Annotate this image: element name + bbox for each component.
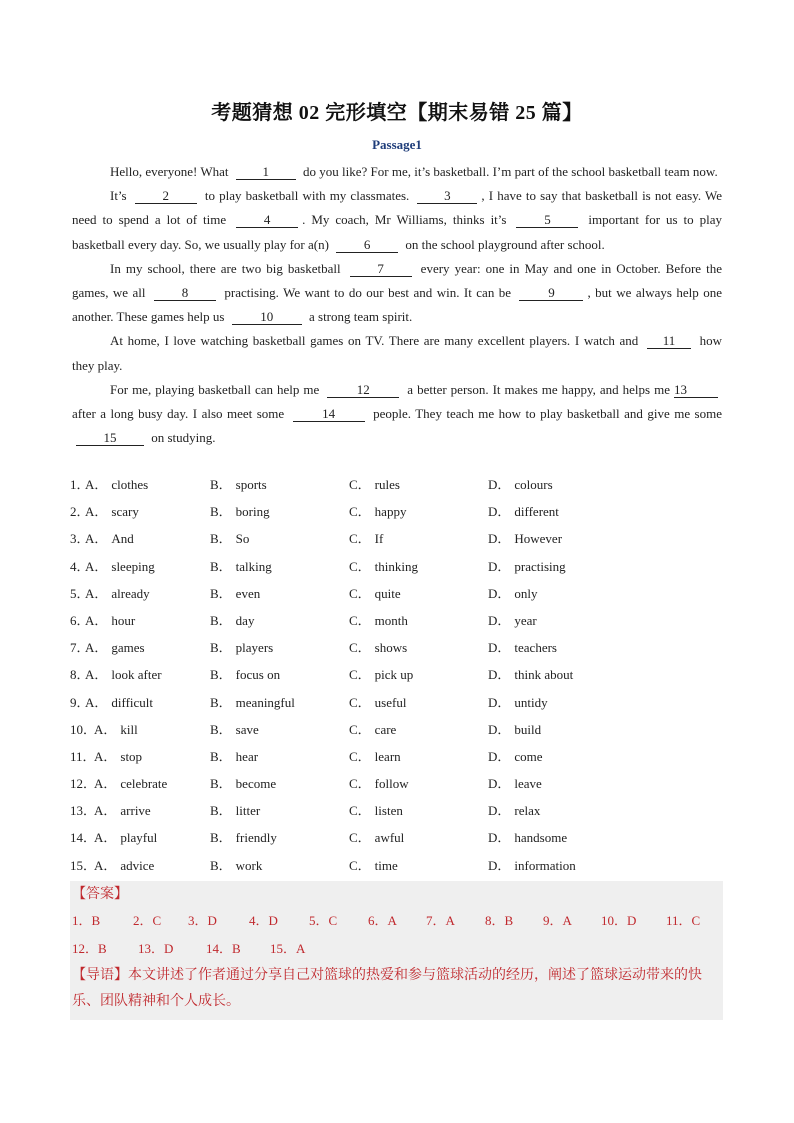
option-letter: B． bbox=[210, 830, 232, 846]
option-text: rules bbox=[374, 477, 400, 492]
option-text: kill bbox=[120, 721, 138, 737]
option-text: colours bbox=[514, 477, 553, 492]
option-d bbox=[488, 692, 548, 714]
option-text: look after bbox=[111, 667, 162, 683]
option-text: already bbox=[111, 585, 150, 601]
question-row bbox=[70, 610, 730, 637]
question-number: 3． bbox=[70, 531, 90, 547]
option-c bbox=[349, 692, 406, 714]
paragraph bbox=[72, 378, 722, 451]
page-title: 考题猜想 02 完形填空【期末易错 25 篇】 bbox=[211, 102, 583, 124]
option-c bbox=[349, 637, 407, 659]
question-number: 8． bbox=[70, 667, 90, 683]
answer-item: 8．B bbox=[485, 913, 514, 928]
option-text: pick up bbox=[374, 667, 414, 683]
option-text: So bbox=[235, 531, 250, 547]
option-letter: D． bbox=[488, 694, 511, 710]
option-b bbox=[210, 773, 276, 795]
option-a bbox=[85, 556, 155, 578]
option-letter: B． bbox=[210, 640, 232, 656]
option-text: work bbox=[235, 857, 263, 873]
paragraph-text: a better person. It makes me happy, and helps me bbox=[403, 381, 674, 397]
option-letter: C． bbox=[349, 612, 371, 628]
option-text: boring bbox=[235, 504, 270, 520]
question-number: 1． bbox=[70, 477, 90, 492]
option-d bbox=[488, 800, 540, 822]
option-text: even bbox=[235, 585, 261, 601]
paragraph-text: , I have to say that basketball is not easy. We need to spend a lot of time bbox=[72, 188, 723, 228]
option-letter: D． bbox=[488, 721, 511, 737]
option-d bbox=[488, 501, 559, 523]
option-a bbox=[94, 746, 142, 768]
paragraph-text: on the school playground after school. bbox=[402, 236, 605, 252]
answer-item: 2．C bbox=[133, 913, 162, 928]
question-row bbox=[70, 692, 730, 719]
option-text: build bbox=[514, 721, 542, 737]
option-letter: B． bbox=[210, 558, 232, 574]
option-b bbox=[210, 664, 280, 686]
option-letter: B． bbox=[210, 612, 232, 628]
blank-8: 8 bbox=[154, 285, 216, 301]
question-row bbox=[70, 773, 730, 800]
option-text: information bbox=[514, 857, 576, 873]
question-row bbox=[70, 855, 730, 882]
option-d bbox=[488, 773, 542, 795]
option-letter: D． bbox=[488, 558, 511, 574]
option-text: awful bbox=[374, 830, 405, 846]
option-b bbox=[210, 719, 259, 741]
blank-3: 3 bbox=[417, 188, 477, 204]
option-letter: C． bbox=[349, 803, 371, 819]
answer-item: 6．A bbox=[368, 913, 397, 928]
option-letter: A． bbox=[94, 857, 117, 873]
option-b bbox=[210, 583, 260, 605]
option-a bbox=[85, 637, 145, 659]
option-d bbox=[488, 855, 576, 877]
question-row bbox=[70, 474, 730, 501]
option-d bbox=[488, 827, 567, 849]
answer-item: 14．B bbox=[206, 941, 241, 956]
option-letter: A． bbox=[85, 667, 108, 683]
option-text: If bbox=[374, 531, 384, 547]
answer-heading: 【答案】 bbox=[72, 886, 128, 902]
paragraph-text: , but we always help one another. These games help us bbox=[72, 285, 722, 325]
paragraph-text: At home, I love watching basketball games on TV. There are many excellent players. I watch and bbox=[110, 333, 643, 349]
option-a bbox=[94, 719, 138, 741]
question-number: 5． bbox=[70, 585, 90, 601]
answer-item: 12．B bbox=[72, 941, 107, 956]
option-d bbox=[488, 637, 557, 659]
option-b bbox=[210, 528, 249, 550]
option-text: And bbox=[111, 531, 134, 547]
option-a bbox=[85, 583, 150, 605]
option-text: focus on bbox=[235, 667, 281, 683]
option-letter: C． bbox=[349, 640, 371, 656]
option-text: handsome bbox=[514, 830, 568, 846]
option-letter: C． bbox=[349, 776, 371, 792]
option-c bbox=[349, 719, 396, 741]
option-letter: B． bbox=[210, 477, 232, 492]
option-a bbox=[85, 528, 134, 550]
option-text: hear bbox=[235, 748, 259, 764]
option-text: follow bbox=[374, 776, 409, 792]
option-letter: D． bbox=[488, 667, 511, 683]
option-letter: B． bbox=[210, 748, 232, 764]
option-letter: A． bbox=[85, 558, 108, 574]
option-letter: D． bbox=[488, 504, 511, 520]
blank-13: 13 bbox=[674, 382, 718, 398]
question-row bbox=[70, 800, 730, 827]
question-number: 4． bbox=[70, 558, 90, 574]
option-c bbox=[349, 501, 406, 523]
option-text: day bbox=[235, 612, 255, 628]
option-letter: A． bbox=[85, 531, 108, 547]
option-text: talking bbox=[235, 558, 272, 574]
question-number: 10． bbox=[70, 721, 97, 737]
question-number: 2． bbox=[70, 504, 90, 520]
option-text: stop bbox=[120, 748, 143, 764]
paragraph-text: people. They teach me how to play basketball and give me some bbox=[368, 406, 722, 422]
question-row bbox=[70, 583, 730, 610]
option-letter: D． bbox=[488, 776, 511, 792]
option-c bbox=[349, 556, 418, 578]
option-letter: D． bbox=[488, 857, 511, 873]
option-b bbox=[210, 556, 272, 578]
blank-15: 15 bbox=[76, 430, 144, 446]
option-a bbox=[94, 773, 167, 795]
option-letter: C． bbox=[349, 694, 371, 710]
blank-7: 7 bbox=[350, 261, 412, 277]
option-letter: A． bbox=[85, 612, 108, 628]
option-text: learn bbox=[374, 748, 401, 764]
option-letter: B． bbox=[210, 803, 232, 819]
option-letter: A． bbox=[94, 721, 117, 737]
option-a bbox=[85, 610, 135, 632]
option-text: shows bbox=[374, 640, 408, 656]
option-letter: B． bbox=[210, 776, 232, 792]
answer-box bbox=[70, 881, 723, 1020]
question-row bbox=[70, 528, 730, 555]
option-letter: A． bbox=[85, 477, 108, 492]
question-row bbox=[70, 827, 730, 854]
option-letter: A． bbox=[94, 776, 117, 792]
blank-5: 5 bbox=[516, 212, 578, 228]
question-number: 12． bbox=[70, 776, 97, 792]
option-b bbox=[210, 692, 295, 714]
option-text: come bbox=[514, 748, 543, 764]
option-letter: A． bbox=[94, 830, 117, 846]
option-b bbox=[210, 746, 258, 768]
option-b bbox=[210, 474, 267, 496]
option-d bbox=[488, 664, 573, 686]
option-text: practising bbox=[514, 558, 566, 574]
option-text: think about bbox=[514, 667, 574, 683]
paragraph-text: a strong team spirit. bbox=[305, 309, 413, 325]
option-text: happy bbox=[374, 504, 407, 520]
option-text: save bbox=[235, 721, 259, 737]
option-letter: B． bbox=[210, 667, 232, 683]
answer-item: 7．A bbox=[426, 913, 455, 928]
option-letter: B． bbox=[210, 857, 232, 873]
option-text: hour bbox=[111, 612, 136, 628]
question-number: 15． bbox=[70, 857, 97, 873]
option-a bbox=[94, 827, 157, 849]
option-b bbox=[210, 800, 260, 822]
option-d bbox=[488, 528, 562, 550]
option-d bbox=[488, 719, 541, 741]
option-text: time bbox=[374, 857, 398, 873]
blank-10: 10 bbox=[232, 309, 302, 325]
option-b bbox=[210, 827, 277, 849]
passage-label: Passage1 bbox=[372, 137, 422, 152]
question-number: 11． bbox=[70, 748, 96, 764]
option-letter: D． bbox=[488, 612, 511, 628]
option-letter: A． bbox=[94, 803, 117, 819]
option-c bbox=[349, 746, 401, 768]
paragraph-text: every year: one in May and one in October. Before the games, we all bbox=[72, 260, 722, 301]
option-text: litter bbox=[235, 803, 261, 819]
option-text: thinking bbox=[374, 558, 419, 574]
option-text: useful bbox=[374, 694, 407, 710]
question-row bbox=[70, 501, 730, 528]
blank-2: 2 bbox=[135, 188, 197, 204]
option-letter: B． bbox=[210, 721, 232, 737]
paragraph-text: to play basketball with my classmates. bbox=[200, 188, 414, 204]
option-b bbox=[210, 610, 254, 632]
paragraph-text: It’s bbox=[110, 188, 131, 204]
option-text: sleeping bbox=[111, 558, 155, 574]
option-letter: C． bbox=[349, 830, 371, 846]
option-c bbox=[349, 773, 409, 795]
option-text: meaningful bbox=[235, 694, 295, 710]
option-c bbox=[349, 610, 408, 632]
option-letter: D． bbox=[488, 477, 511, 492]
question-number: 14． bbox=[70, 830, 97, 846]
option-letter: D． bbox=[488, 803, 511, 819]
option-text: clothes bbox=[111, 477, 149, 492]
option-text: year bbox=[514, 612, 537, 628]
blank-1: 1 bbox=[236, 164, 296, 180]
option-letter: C． bbox=[349, 857, 371, 873]
option-text: care bbox=[374, 721, 397, 737]
option-letter: B． bbox=[210, 504, 232, 520]
paragraph-text: For me, playing basketball can help me bbox=[110, 381, 324, 397]
option-text: relax bbox=[514, 803, 541, 819]
option-text: only bbox=[514, 585, 538, 601]
paragraph-text: . My coach, Mr Williams, thinks it’s bbox=[302, 212, 513, 228]
option-text: untidy bbox=[514, 694, 548, 710]
option-letter: D． bbox=[488, 585, 511, 601]
option-letter: A． bbox=[85, 585, 108, 601]
option-letter: D． bbox=[488, 640, 511, 656]
option-text: month bbox=[374, 612, 408, 628]
answer-item: 1．B bbox=[72, 913, 101, 928]
paragraph bbox=[72, 257, 722, 330]
option-letter: C． bbox=[349, 531, 371, 547]
option-text: sports bbox=[235, 477, 267, 492]
question-row bbox=[70, 746, 730, 773]
option-b bbox=[210, 855, 262, 877]
option-b bbox=[210, 501, 270, 523]
question-number: 6． bbox=[70, 612, 90, 628]
option-text: become bbox=[235, 776, 277, 792]
paragraph-text: after a long busy day. I also meet some bbox=[72, 406, 289, 422]
option-c bbox=[349, 528, 383, 550]
question-row bbox=[70, 556, 730, 583]
paragraph-text: important for us to play basketball every day. So, we usually play for a(n) bbox=[72, 212, 722, 252]
blank-6: 6 bbox=[336, 237, 398, 253]
option-text: different bbox=[514, 504, 559, 520]
option-text: arrive bbox=[120, 803, 151, 819]
option-text: difficult bbox=[111, 694, 154, 710]
paragraph-text: practising. We want to do our best and win. It can be bbox=[219, 285, 516, 301]
paragraph-text: how they play. bbox=[72, 333, 723, 373]
option-c bbox=[349, 583, 401, 605]
option-d bbox=[488, 583, 538, 605]
question-row bbox=[70, 637, 730, 664]
paragraph-text: on studying. bbox=[148, 430, 216, 446]
option-text: However bbox=[514, 531, 563, 547]
passage-text bbox=[72, 160, 722, 450]
option-letter: D． bbox=[488, 830, 511, 846]
answer-item: 11．C bbox=[666, 913, 701, 928]
blank-14: 14 bbox=[293, 406, 365, 422]
question-number: 7． bbox=[70, 640, 90, 656]
option-a bbox=[85, 501, 139, 523]
paragraph bbox=[72, 160, 722, 184]
options-list bbox=[70, 474, 730, 882]
paragraph bbox=[72, 329, 722, 377]
option-letter: B． bbox=[210, 694, 232, 710]
option-letter: C． bbox=[349, 558, 371, 574]
paragraph bbox=[72, 184, 722, 257]
blank-9: 9 bbox=[519, 285, 583, 301]
blank-4: 4 bbox=[236, 212, 298, 228]
option-text: teachers bbox=[514, 640, 557, 656]
option-c bbox=[349, 855, 398, 877]
option-letter: C． bbox=[349, 721, 371, 737]
option-b bbox=[210, 637, 273, 659]
option-letter: A． bbox=[94, 748, 117, 764]
question-number: 13． bbox=[70, 803, 97, 819]
option-c bbox=[349, 827, 404, 849]
option-d bbox=[488, 556, 566, 578]
question-number: 9． bbox=[70, 694, 90, 710]
guide-label: 【导语】 bbox=[72, 967, 128, 983]
option-d bbox=[488, 610, 537, 632]
option-text: quite bbox=[374, 585, 401, 601]
option-c bbox=[349, 474, 400, 496]
paragraph-text: do you like? For me, it’s basketball. I’m part of the school basketball team now. bbox=[299, 164, 718, 179]
answer-item: 4．D bbox=[249, 913, 278, 928]
blank-11: 11 bbox=[647, 333, 691, 349]
question-row bbox=[70, 664, 730, 691]
option-letter: A． bbox=[85, 640, 108, 656]
answer-item: 15．A bbox=[270, 941, 306, 956]
option-text: advice bbox=[120, 857, 155, 873]
option-letter: A． bbox=[85, 504, 108, 520]
option-letter: C． bbox=[349, 477, 371, 492]
blank-12: 12 bbox=[327, 382, 399, 398]
option-text: leave bbox=[514, 776, 542, 792]
question-row bbox=[70, 719, 730, 746]
option-text: games bbox=[111, 640, 145, 656]
answer-item: 3．D bbox=[188, 913, 217, 928]
option-a bbox=[85, 664, 162, 686]
option-a bbox=[85, 474, 148, 496]
option-text: scary bbox=[111, 504, 139, 520]
answer-item: 9．A bbox=[543, 913, 572, 928]
option-text: listen bbox=[374, 803, 403, 819]
answer-item: 10．D bbox=[601, 913, 637, 928]
option-letter: D． bbox=[488, 531, 511, 547]
option-d bbox=[488, 746, 543, 768]
answer-item: 5．C bbox=[309, 913, 338, 928]
option-letter: C． bbox=[349, 667, 371, 683]
option-a bbox=[94, 800, 151, 822]
option-letter: B． bbox=[210, 585, 232, 601]
option-letter: C． bbox=[349, 504, 371, 520]
option-letter: C． bbox=[349, 585, 371, 601]
option-letter: D． bbox=[488, 748, 511, 764]
option-letter: B． bbox=[210, 531, 232, 547]
guide-body: 本文讲述了作者通过分享自己对篮球的热爱和参与篮球活动的经历，阐述了篮球运动带来的快乐、团队精神和个人成长。 bbox=[72, 967, 702, 1009]
option-c bbox=[349, 664, 413, 686]
option-text: playful bbox=[120, 830, 158, 846]
option-letter: A． bbox=[85, 694, 108, 710]
answer-item: 13．D bbox=[138, 941, 174, 956]
option-a bbox=[94, 855, 154, 877]
paragraph-text: In my school, there are two big basketball bbox=[110, 260, 346, 276]
option-a bbox=[85, 692, 153, 714]
paragraph-text: Hello, everyone! What bbox=[110, 164, 232, 179]
option-c bbox=[349, 800, 403, 822]
option-text: friendly bbox=[235, 830, 277, 846]
option-letter: C． bbox=[349, 748, 371, 764]
guide-text bbox=[72, 962, 712, 1014]
option-text: celebrate bbox=[120, 776, 168, 792]
option-d bbox=[488, 474, 553, 496]
option-text: players bbox=[235, 640, 274, 656]
